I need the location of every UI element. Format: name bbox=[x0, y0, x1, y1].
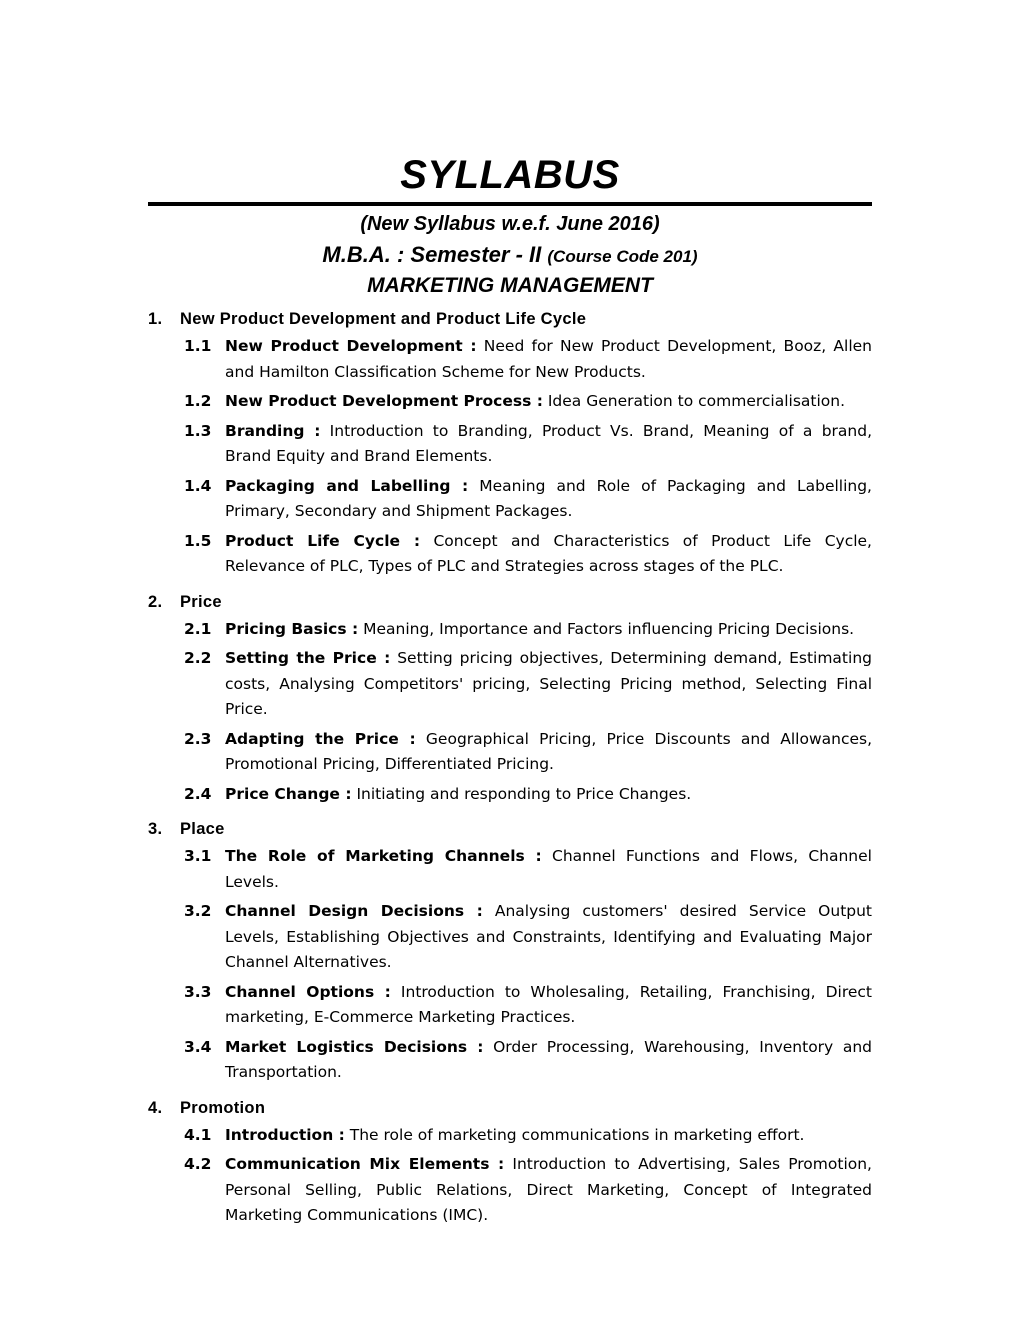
item-description: Geographical Pricing, Price Discounts and Allowances, Promotional Pricing, Differentiated Pricing. bbox=[225, 729, 873, 773]
syllabus-item bbox=[148, 899, 872, 976]
item-number: 1.1 bbox=[184, 337, 212, 355]
item-body bbox=[225, 389, 872, 415]
section-heading bbox=[148, 816, 872, 842]
item-number: 3.4 bbox=[184, 1037, 212, 1056]
item-body bbox=[225, 1152, 872, 1229]
syllabus-item bbox=[148, 782, 872, 808]
syllabus-section bbox=[148, 1095, 872, 1229]
item-number: 4.1 bbox=[184, 1125, 212, 1144]
item-number: 2.2 bbox=[184, 649, 212, 667]
item-body bbox=[225, 727, 872, 778]
item-body bbox=[225, 782, 872, 808]
item-number: 4.2 bbox=[184, 1155, 212, 1173]
item-body bbox=[225, 529, 872, 580]
syllabus-note: (New Syllabus w.e.f. June 2016) bbox=[360, 213, 660, 235]
section-number: 3. bbox=[148, 820, 163, 838]
item-title: Pricing Basics : bbox=[225, 619, 359, 638]
syllabus-item bbox=[148, 1123, 872, 1149]
section-heading bbox=[148, 306, 872, 332]
item-body bbox=[225, 617, 872, 643]
item-body bbox=[225, 1123, 872, 1149]
item-title: Packaging and Labelling : bbox=[225, 476, 469, 495]
syllabus-item bbox=[148, 646, 872, 723]
syllabus-section bbox=[148, 589, 872, 808]
syllabus-item bbox=[148, 980, 872, 1031]
section-items bbox=[148, 844, 872, 1086]
item-body bbox=[225, 334, 872, 385]
item-body bbox=[225, 899, 872, 976]
item-title: The Role of Marketing Channels : bbox=[225, 847, 542, 865]
item-description: Introduction to Advertising, Sales Promotion, Personal Selling, Public Relations, Direct Marketing, Concept of Integrated Marketing Communications (IMC). bbox=[225, 1155, 872, 1224]
syllabus-item bbox=[148, 419, 872, 470]
section-items bbox=[148, 334, 872, 580]
item-title: Adapting the Price : bbox=[225, 729, 416, 748]
title-divider bbox=[148, 202, 872, 206]
item-number: 3.3 bbox=[184, 982, 212, 1001]
item-number: 1.3 bbox=[184, 421, 212, 440]
syllabus-item bbox=[148, 529, 872, 580]
section-number: 2. bbox=[148, 592, 163, 611]
item-title: New Product Development Process : bbox=[225, 392, 543, 410]
section-number: 1. bbox=[148, 310, 163, 328]
syllabus-section bbox=[148, 306, 872, 580]
item-number: 1.4 bbox=[184, 476, 212, 495]
item-description: Order Processing, Warehousing, Inventory and Transportation. bbox=[225, 1037, 873, 1081]
item-body bbox=[225, 646, 872, 723]
item-description: Analysing customers' desired Service Output Levels, Establishing Objectives and Constraints, Identifying and Evaluating Major Channel Alternatives. bbox=[225, 902, 873, 971]
item-description: Idea Generation to commercialisation. bbox=[542, 392, 846, 410]
item-description: Channel Functions and Flows, Channel Levels. bbox=[225, 847, 872, 891]
section-title: New Product Development and Product Life Cycle bbox=[180, 310, 587, 328]
item-number: 1.5 bbox=[184, 531, 212, 550]
item-title: Communication Mix Elements : bbox=[225, 1155, 505, 1173]
item-number: 1.2 bbox=[184, 392, 212, 410]
course-line bbox=[148, 239, 872, 272]
item-title: Introduction : bbox=[225, 1125, 345, 1144]
item-number: 3.2 bbox=[184, 902, 212, 920]
syllabus-section bbox=[148, 816, 872, 1086]
syllabus-item bbox=[148, 1035, 872, 1086]
syllabus-page bbox=[148, 148, 872, 1238]
item-description: Meaning, Importance and Factors influencing Pricing Decisions. bbox=[358, 619, 855, 638]
item-description: Concept and Characteristics of Product Life Cycle, Relevance of PLC, Types of PLC and Strategies across stages of the PLC. bbox=[225, 531, 872, 575]
item-description: Initiating and responding to Price Changes. bbox=[351, 784, 692, 803]
syllabus-item bbox=[148, 389, 872, 415]
item-number: 2.4 bbox=[184, 784, 212, 803]
item-body bbox=[225, 844, 872, 895]
syllabus-item bbox=[148, 1152, 872, 1229]
item-title: Market Logistics Decisions : bbox=[225, 1037, 484, 1056]
item-description: Setting pricing objectives, Determining demand, Estimating costs, Analysing Competitors' pricing, Selecting Pricing method, Selecting Final Price. bbox=[225, 649, 872, 718]
section-heading bbox=[148, 1095, 872, 1121]
course-code: (Course Code 201) bbox=[547, 247, 698, 266]
item-description: Introduction to Wholesaling, Retailing, Franchising, Direct marketing, E-Commerce Marketing Practices. bbox=[225, 982, 872, 1026]
item-title: Branding : bbox=[225, 421, 321, 440]
subject-title: MARKETING MANAGEMENT bbox=[367, 274, 653, 297]
syllabus-sections bbox=[148, 306, 872, 1229]
item-number: 3.1 bbox=[184, 847, 212, 865]
page-title: SYLLABUS bbox=[400, 153, 620, 197]
item-description: Introduction to Branding, Product Vs. Brand, Meaning of a brand, Brand Equity and Brand Elements. bbox=[225, 421, 872, 465]
item-title: Product Life Cycle : bbox=[225, 531, 421, 550]
syllabus-item bbox=[148, 617, 872, 643]
item-description: Meaning and Role of Packaging and Labelling, Primary, Secondary and Shipment Packages. bbox=[225, 476, 872, 520]
course-name: M.B.A. : Semester - II bbox=[322, 242, 542, 267]
item-title: New Product Development : bbox=[225, 337, 477, 355]
item-title: Price Change : bbox=[225, 784, 352, 803]
item-number: 2.1 bbox=[184, 619, 212, 638]
section-items bbox=[148, 617, 872, 808]
section-title: Price bbox=[180, 592, 222, 611]
section-number: 4. bbox=[148, 1098, 163, 1117]
item-description: The role of marketing communications in marketing effort. bbox=[344, 1125, 805, 1144]
section-heading bbox=[148, 589, 872, 615]
item-body bbox=[225, 474, 872, 525]
item-description: Need for New Product Development, Booz, Allen and Hamilton Classification Scheme for New Products. bbox=[225, 337, 873, 381]
item-body bbox=[225, 419, 872, 470]
section-title: Promotion bbox=[180, 1098, 266, 1117]
item-number: 2.3 bbox=[184, 729, 212, 748]
syllabus-item bbox=[148, 727, 872, 778]
syllabus-item bbox=[148, 844, 872, 895]
item-title: Channel Design Decisions : bbox=[225, 902, 483, 920]
syllabus-item bbox=[148, 474, 872, 525]
item-title: Setting the Price : bbox=[225, 649, 391, 667]
section-title: Place bbox=[180, 820, 225, 838]
section-items bbox=[148, 1123, 872, 1229]
item-body bbox=[225, 1035, 872, 1086]
item-title: Channel Options : bbox=[225, 982, 391, 1001]
syllabus-item bbox=[148, 334, 872, 385]
item-body bbox=[225, 980, 872, 1031]
